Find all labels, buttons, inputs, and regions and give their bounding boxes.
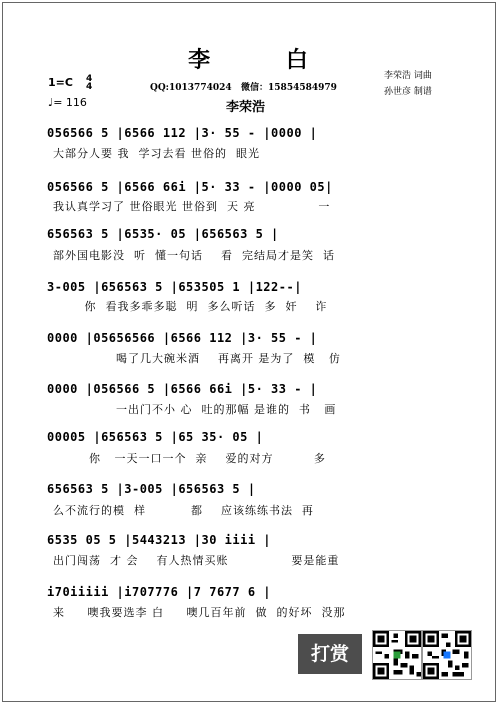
lyric-line: 你 看我多乖多聪 明 多么听话 多 奸 诈 (53, 300, 328, 313)
lyric-line: 出门闯荡 才 会 有人热情买账 要是能重 (53, 554, 340, 567)
note-line: 3-005 |656563 5 |653505 1 |122--| (47, 280, 302, 294)
song-title: 李 白 (188, 47, 342, 73)
time-top: 4 (86, 74, 93, 84)
wechat-pay-qr-icon (372, 630, 422, 680)
lyric-line: 喝了几大碗米酒 再离开 是为了 模 仿 (53, 352, 341, 365)
time-bottom: 4 (86, 82, 93, 92)
lyric-line: 你 一天一口一个 亲 爱的对方 多 (53, 452, 326, 465)
note-line: 056566 5 |6566 112 |3· 55 - |0000 | (47, 126, 318, 140)
song-author: 李荣浩 (226, 100, 266, 115)
note-line: 0000 |056566 5 |6566 66i |5· 33 - | (47, 382, 318, 396)
note-line: 056566 5 |6566 66i |5· 33 - |0000 05| (47, 180, 333, 194)
contact-info (150, 80, 337, 93)
note-line: i70iiiii |i707776 |7 7677 6 | (47, 585, 272, 599)
lyric-line: 我认真学习了 世俗眼光 世俗到 天 亮 一 (53, 200, 331, 213)
lyric-line: 大部分人要 我 学习去看 世俗的 眼光 (53, 147, 260, 160)
lyric-line: 一出门不小 心 吐的那幅 是谁的 书 画 (53, 403, 337, 416)
wechat-number: 微信：15854584979 (241, 83, 337, 93)
lyric-line: 部外国电影没 听 懂一句话 看 完结局才是笑 话 (53, 249, 335, 262)
note-line: 00005 |656563 5 |65 35· 05 | (47, 430, 264, 444)
key-label: 1=C (48, 76, 73, 89)
qq-number: QQ:1013774024 (150, 83, 232, 93)
note-line: 0000 |05656566 |6566 112 |3· 55 - | (47, 331, 318, 345)
alipay-qr-icon (422, 630, 472, 680)
note-line: 656563 5 |3-005 |656563 5 | (47, 482, 256, 496)
lyric-line: 来 噢我要选李 白 噢几百年前 做 的好坏 没那 (53, 606, 346, 619)
note-line: 6535 05 5 |5443213 |30 iiii | (47, 533, 272, 547)
credit-notation: 孙世彦 制谱 (384, 87, 432, 97)
credit-words-music: 李荣浩 词曲 (384, 71, 432, 81)
lyric-line: 么不流行的模 样 都 应该练练书法 再 (53, 504, 314, 517)
reward-button[interactable]: 打赏 (298, 634, 362, 674)
key-signature (48, 74, 93, 92)
song-credits (384, 68, 432, 100)
note-line: 656563 5 |6535· 05 |656563 5 | (47, 227, 279, 241)
time-signature (86, 75, 92, 91)
tempo-marking: ♩= 116 (48, 96, 87, 109)
